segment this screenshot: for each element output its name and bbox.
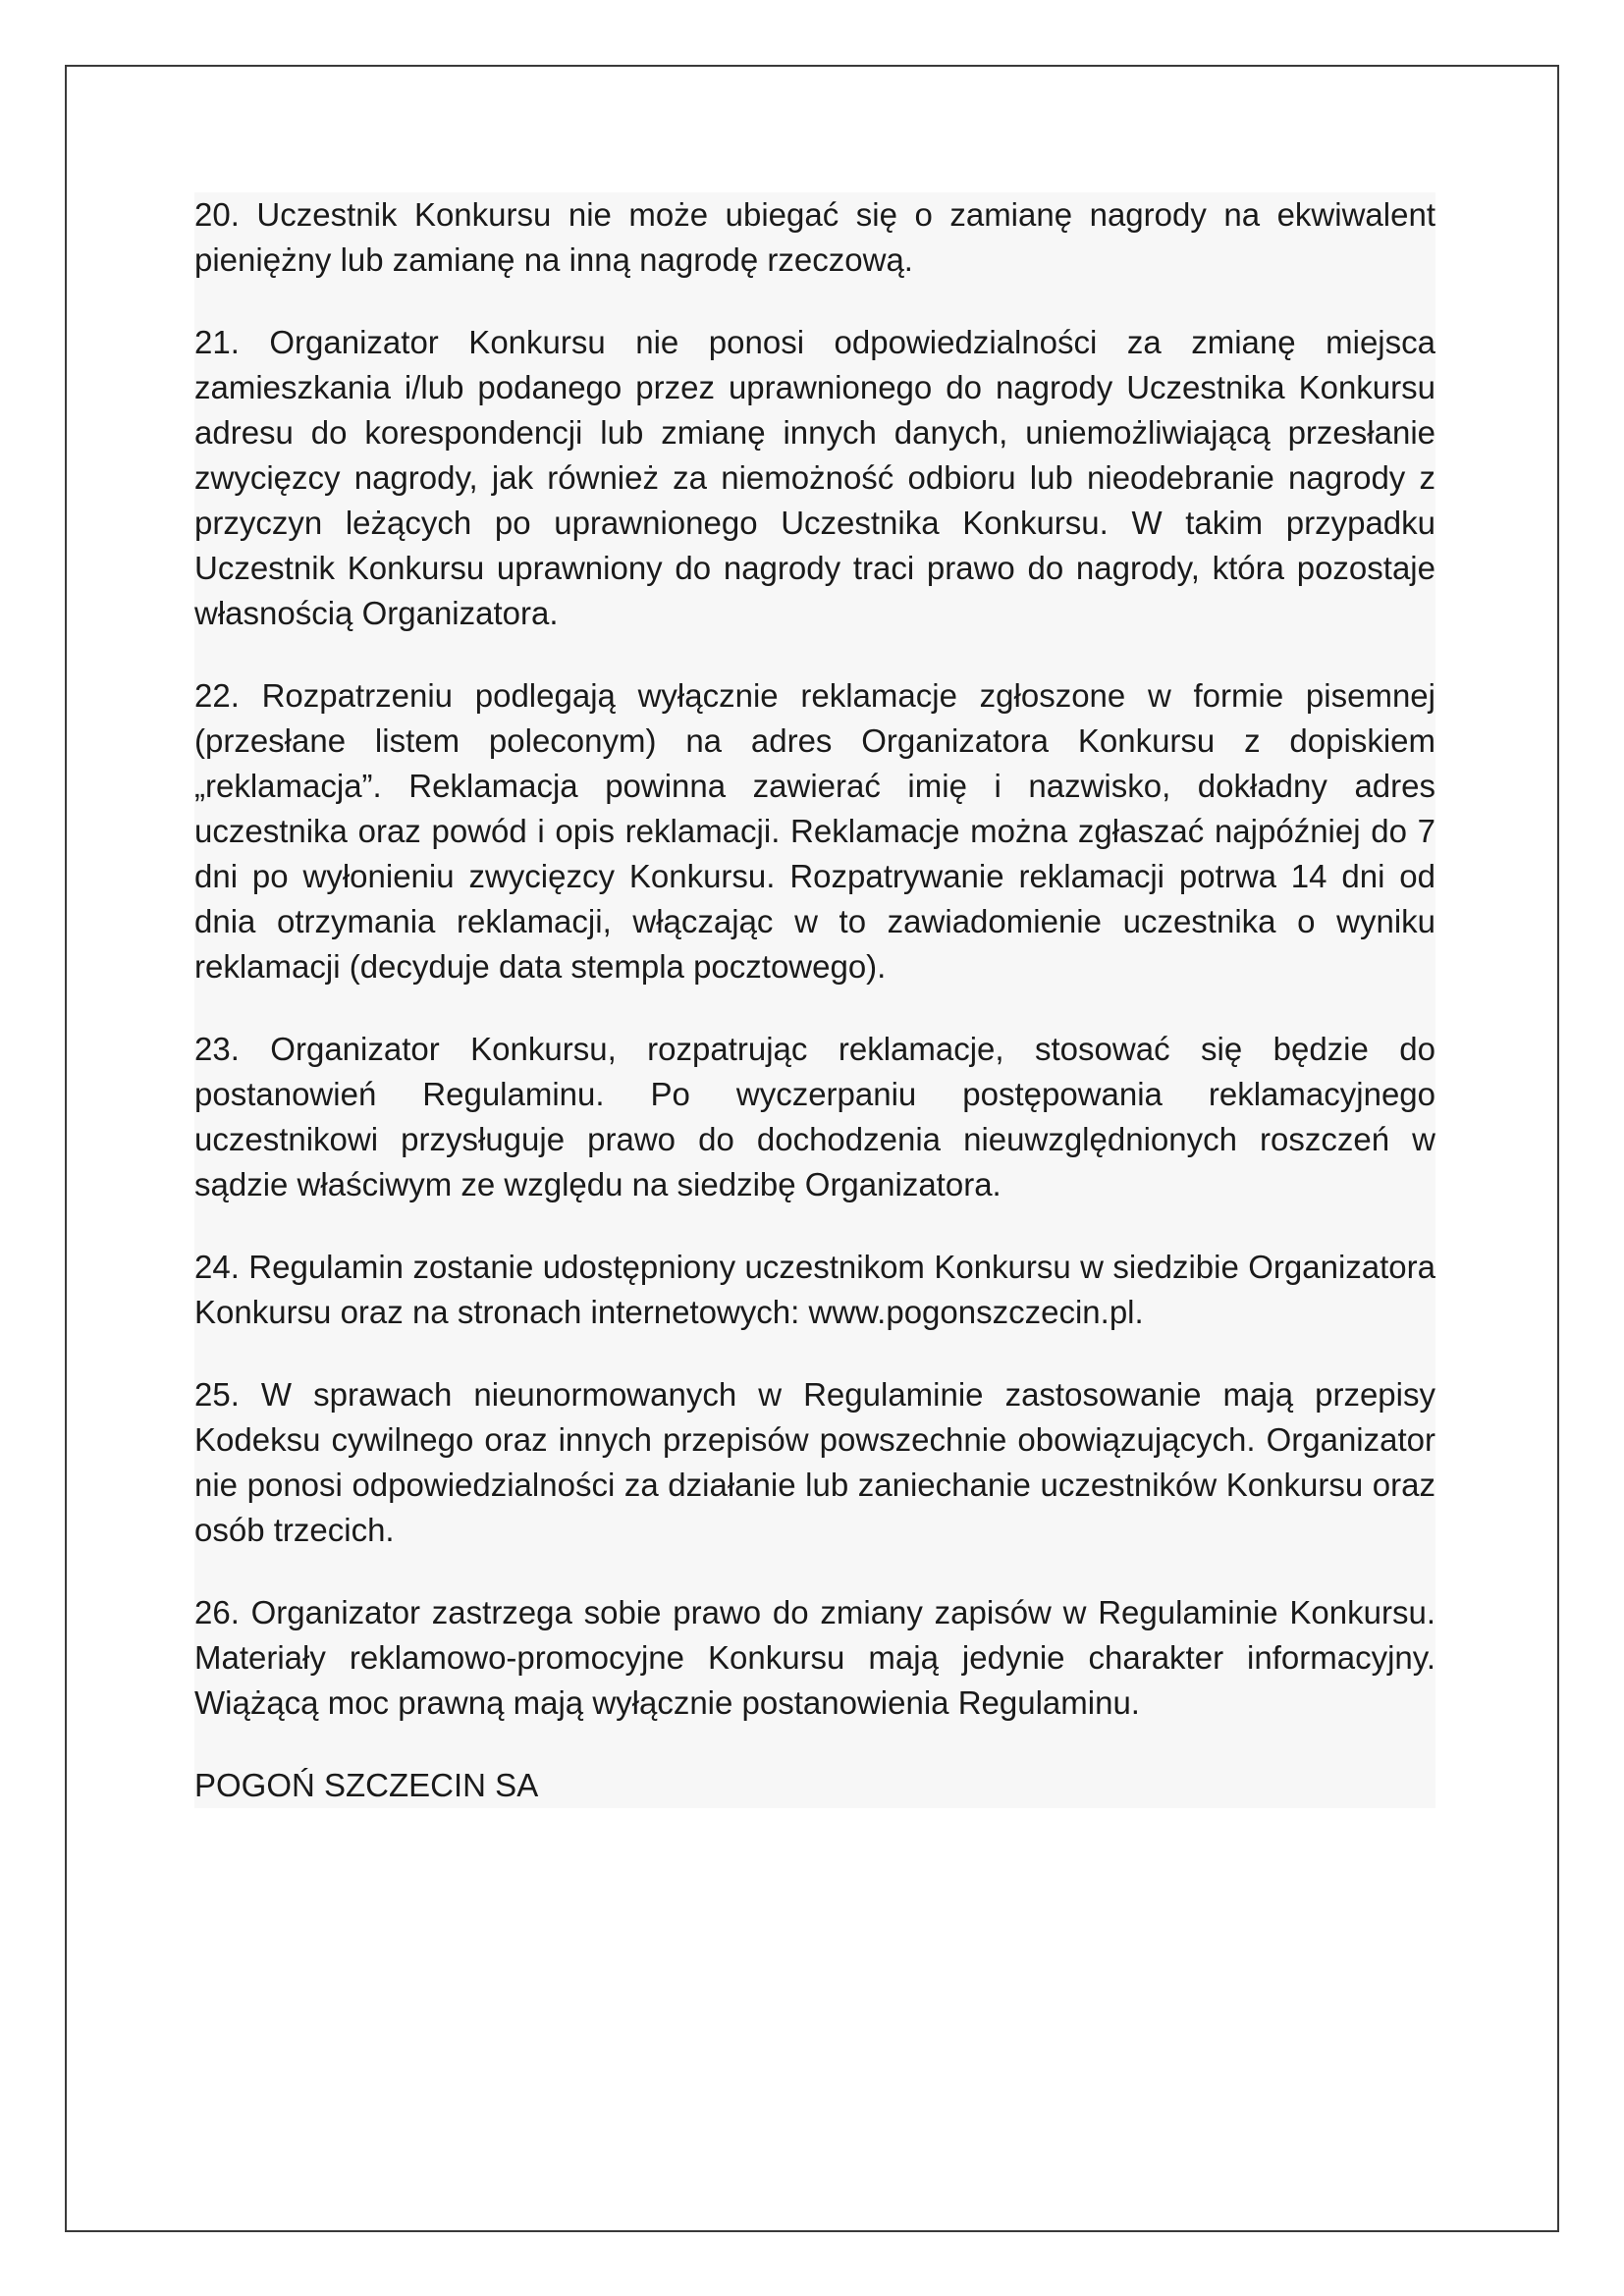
paragraph-23: 23. Organizator Konkursu, rozpatrując reklamacje, stosować się będzie do postanowień Regulaminu. Po wyczerpaniu postępowania reklamacyjnego uczestnikowi przysługuje prawo do dochodzenia nieuwzględnionych roszczeń w sądzie właściwym ze względu na siedzibę Organizatora. — [194, 1031, 1435, 1202]
document-body — [194, 192, 1435, 1808]
paragraph-20: 20. Uczestnik Konkursu nie może ubiegać się o zamianę nagrody na ekwiwalent pieniężny lub zamianę na inną nagrodę rzeczową. — [194, 196, 1435, 278]
paragraph-24: 24. Regulamin zostanie udostępniony uczestnikom Konkursu w siedzibie Organizatora Konkursu oraz na stronach internetowych: www.pogonszczecin.pl. — [194, 1249, 1435, 1330]
paragraph-26: 26. Organizator zastrzega sobie prawo do zmiany zapisów w Regulaminie Konkursu. Materiały reklamowo-promocyjne Konkursu mają jedynie charakter informacyjny. Wiążącą moc prawną mają wyłącznie postanowienia Regulaminu. — [194, 1594, 1435, 1721]
paragraph-21: 21. Organizator Konkursu nie ponosi odpowiedzialności za zmianę miejsca zamieszkania i/lub podanego przez uprawnionego do nagrody Uczestnika Konkursu adresu do korespondencji lub zmianę innych danych, uniemożliwiającą przesłanie zwycięzcy nagrody, jak również za niemożność odbioru lub nieodebranie nagrody z przyczyn leżących po uprawnionego Uczestnika Konkursu. W takim przypadku Uczestnik Konkursu uprawniony do nagrody traci prawo do nagrody, która pozostaje własnością Organizatora. — [194, 324, 1435, 631]
signature-company: POGOŃ SZCZECIN SA — [194, 1767, 539, 1803]
paragraph-22: 22. Rozpatrzeniu podlegają wyłącznie reklamacje zgłoszone w formie pisemnej (przesłane listem poleconym) na adres Organizatora Konkursu z dopiskiem „reklamacja”. Reklamacja powinna zawierać imię i nazwisko, dokładny adres uczestnika oraz powód i opis reklamacji. Reklamacje można zgłaszać najpóźniej do 7 dni po wyłonieniu zwycięzcy Konkursu. Rozpatrywanie reklamacji potrwa 14 dni od dnia otrzymania reklamacji, włączając w to zawiadomienie uczestnika o wyniku reklamacji (decyduje data stempla pocztowego). — [194, 677, 1435, 985]
paragraph-25: 25. W sprawach nieunormowanych w Regulaminie zastosowanie mają przepisy Kodeksu cywilnego oraz innych przepisów powszechnie obowiązujących. Organizator nie ponosi odpowiedzialności za działanie lub zaniechanie uczestników Konkursu oraz osób trzecich. — [194, 1376, 1435, 1548]
